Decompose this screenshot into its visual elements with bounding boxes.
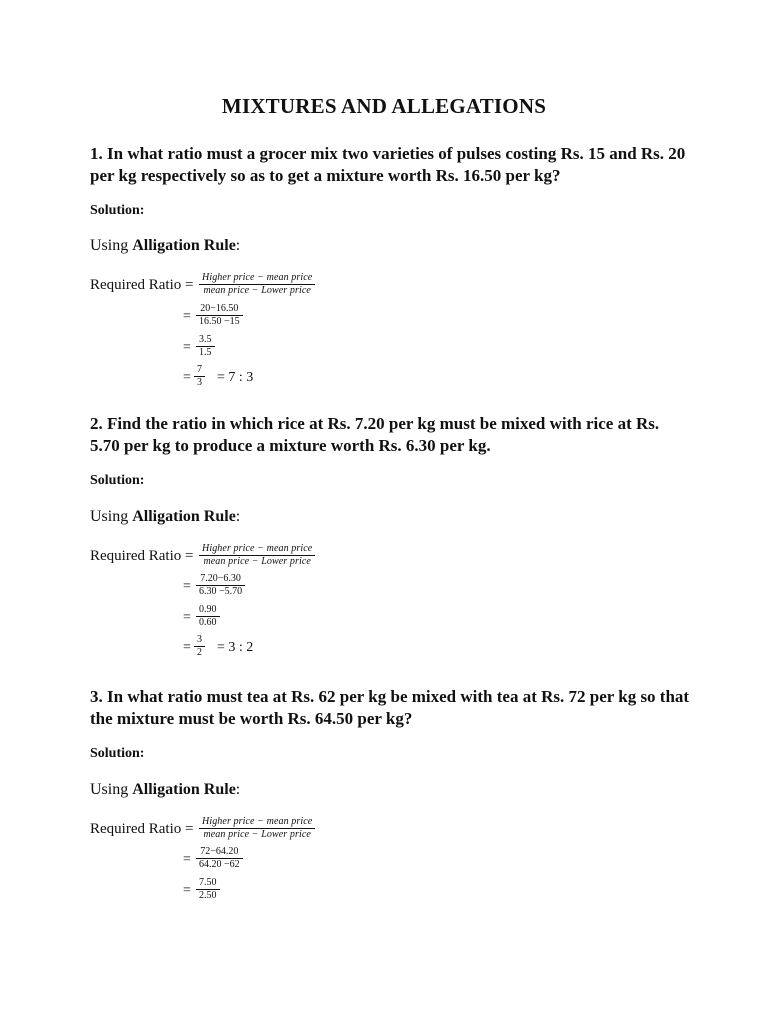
rule-name: Alligation Rule: [132, 781, 236, 798]
step-denominator: 3: [197, 377, 202, 388]
step-fraction: [196, 604, 220, 629]
formula-fraction: [199, 272, 315, 297]
equals-sign: =: [183, 852, 191, 867]
formula-numerator: Higher price − mean price: [199, 272, 315, 285]
step-denominator: 2: [197, 647, 202, 658]
page-title: MIXTURES AND ALLEGATIONS: [221, 94, 547, 118]
step-denominator: 0.60: [199, 617, 217, 628]
question-text: 3. In what ratio must tea at Rs. 62 per kg be mixed with tea at Rs. 72 per kg so that the mixture must be worth Rs. 64.50 per kg?: [90, 687, 690, 728]
rule-name: Alligation Rule: [132, 237, 236, 254]
step-denominator: 6.30 −5.70: [199, 586, 243, 597]
formula-denominator: mean price − Lower price: [203, 285, 311, 296]
step-numerator: 7.20−6.30: [196, 573, 245, 586]
result-ratio: = 3 : 2: [217, 640, 254, 655]
formula-fraction: [199, 816, 315, 841]
equals-sign: =: [183, 610, 191, 625]
solution-label: Solution:: [90, 746, 145, 761]
step-numerator: 7: [194, 364, 205, 377]
formula-fraction: [199, 543, 315, 568]
formula-denominator: mean price − Lower price: [203, 829, 311, 840]
rule-line: [90, 508, 240, 526]
step-numerator: 20−16.50: [196, 303, 243, 316]
step-numerator: 7.50: [196, 877, 220, 890]
step-fraction: [196, 877, 220, 902]
formula-numerator: Higher price − mean price: [199, 816, 315, 829]
step-fraction: [194, 364, 205, 389]
rule-suffix: :: [235, 237, 241, 254]
equals-sign: =: [183, 640, 191, 655]
step-numerator: 72−64.20: [196, 846, 243, 859]
formula-numerator: Higher price − mean price: [199, 543, 315, 556]
step-fraction: [196, 846, 243, 871]
equals-sign: =: [183, 309, 191, 324]
rule-prefix: Using: [90, 237, 133, 254]
rule-prefix: Using: [90, 781, 133, 798]
step-numerator: 0.90: [196, 604, 220, 617]
rule-name: Alligation Rule: [132, 508, 236, 525]
step-denominator: 1.5: [199, 347, 212, 358]
rule-line: [90, 237, 240, 255]
rule-prefix: Using: [90, 508, 133, 525]
ratio-label: Required Ratio =: [90, 548, 194, 564]
result-ratio: = 7 : 3: [217, 370, 254, 385]
rule-suffix: :: [235, 508, 241, 525]
rule-suffix: :: [235, 781, 241, 798]
step-numerator: 3.5: [196, 334, 215, 347]
step-fraction: [196, 573, 245, 598]
step-denominator: 2.50: [199, 890, 217, 901]
question-text: 2. Find the ratio in which rice at Rs. 7.20 per kg must be mixed with rice at Rs. 5.70 per kg to produce a mixture worth Rs. 6.30 per kg.: [90, 414, 660, 455]
step-numerator: 3: [194, 634, 205, 647]
step-fraction: [194, 634, 205, 659]
step-fraction: [196, 334, 215, 359]
solution-label: Solution:: [90, 473, 145, 488]
solution-label: Solution:: [90, 203, 145, 218]
equals-sign: =: [183, 340, 191, 355]
ratio-label: Required Ratio =: [90, 277, 194, 293]
equals-sign: =: [183, 370, 191, 385]
ratio-label: Required Ratio =: [90, 821, 194, 837]
step-denominator: 64.20 −62: [199, 859, 240, 870]
rule-line: [90, 781, 240, 799]
equals-sign: =: [183, 883, 191, 898]
step-fraction: [196, 303, 243, 328]
step-denominator: 16.50 −15: [199, 316, 240, 327]
question-text: 1. In what ratio must a grocer mix two varieties of pulses costing Rs. 15 and Rs. 20 per kg respectively so as to get a mixture worth Rs. 16.50 per kg?: [90, 144, 686, 185]
equals-sign: =: [183, 579, 191, 594]
formula-denominator: mean price − Lower price: [203, 556, 311, 567]
